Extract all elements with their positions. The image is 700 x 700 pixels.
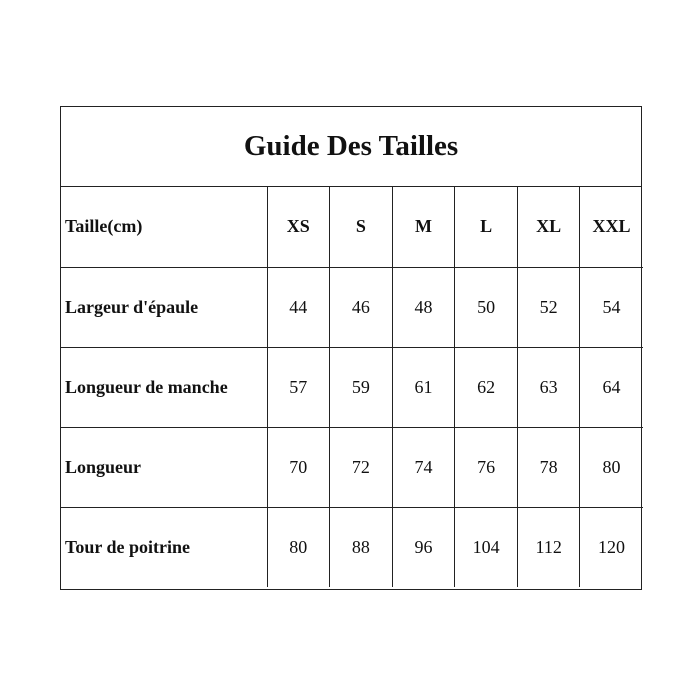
- table-cell: 80: [267, 507, 330, 587]
- table-cell: 104: [455, 507, 518, 587]
- size-xxl-header: XXL: [580, 187, 643, 267]
- table-cell: 62: [455, 347, 518, 427]
- size-xl-header: XL: [517, 187, 580, 267]
- table-cell: 59: [330, 347, 393, 427]
- row-label: Longueur de manche: [61, 347, 267, 427]
- table-cell: 44: [267, 267, 330, 347]
- size-guide: [60, 106, 642, 590]
- table-cell: 74: [392, 427, 455, 507]
- table-cell: 120: [598, 536, 626, 557]
- table-cell: 64: [580, 347, 643, 427]
- size-table: [61, 187, 643, 587]
- table-cell: 54: [580, 267, 643, 347]
- guide-title: Guide Des Tailles: [61, 107, 641, 187]
- table-row: [61, 347, 643, 427]
- size-s-header: S: [330, 187, 393, 267]
- header-row: [61, 187, 643, 267]
- table-row: [61, 427, 643, 507]
- size-xs-header: XS: [267, 187, 330, 267]
- table-cell: 61: [392, 347, 455, 427]
- row-label: Largeur d'épaule: [61, 267, 267, 347]
- table-cell: 72: [330, 427, 393, 507]
- size-m-header: M: [392, 187, 455, 267]
- table-cell: 50: [455, 267, 518, 347]
- header-label: Taille(cm): [61, 187, 267, 267]
- table-cell: 46: [330, 267, 393, 347]
- table-cell: 48: [392, 267, 455, 347]
- table-cell: 112: [517, 507, 580, 587]
- row-label: Longueur: [61, 427, 267, 507]
- table-cell: 78: [517, 427, 580, 507]
- table-cell: 96: [392, 507, 455, 587]
- table-cell: 88: [330, 507, 393, 587]
- table-cell: 70: [267, 427, 330, 507]
- row-label: Tour de poitrine: [61, 507, 267, 587]
- table-cell: 76: [455, 427, 518, 507]
- table-row: [61, 267, 643, 347]
- table-cell: 80: [580, 427, 643, 507]
- table-row: [61, 507, 643, 587]
- table-cell: 63: [517, 347, 580, 427]
- table-cell: 52: [517, 267, 580, 347]
- table-cell: 57: [267, 347, 330, 427]
- size-l-header: L: [455, 187, 518, 267]
